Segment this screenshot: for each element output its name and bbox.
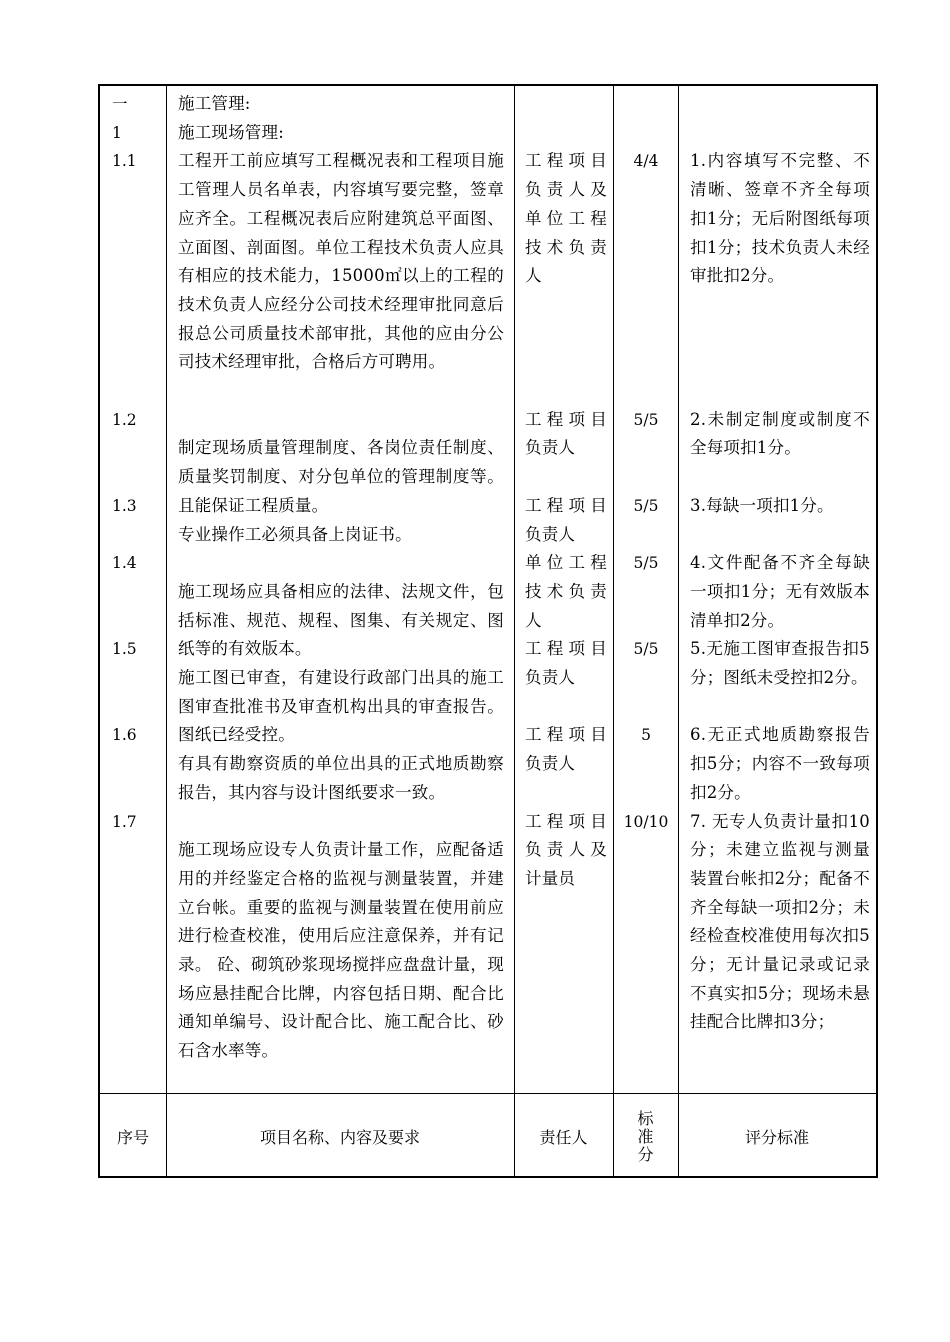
column-divider [613,86,614,1176]
responsible-person: 工程项目负责人及单位工程技术负责人 [525,151,607,286]
column-divider [678,86,679,1176]
score-table [98,84,878,1178]
header-seq: 序号 [116,1128,149,1147]
scoring-criteria: 4.文件配备不齐全每缺一项扣1分；无有效版本清单扣2分。 [690,553,870,630]
standard-score: 4/4 [633,152,659,171]
item-number: 1.4 [112,554,137,573]
header-standard-score: 标准分 [637,1108,654,1164]
responsible-person: 工程项目负责人 [525,725,607,774]
item-number: 1.5 [112,640,137,659]
standard-score: 5/5 [633,554,659,573]
responsible-person: 工程项目负责人 [525,495,607,544]
standard-score: 10/10 [623,812,669,831]
item-number: 1.3 [112,496,137,515]
section-title: 施工管理: [178,94,251,113]
column-divider [514,86,515,1176]
item-content: 施工图已审查，有建设行政部门出具的施工图审查批准书及审查机构出具的审查报告。图纸已经受控。 [178,668,504,745]
responsible-person: 工程项目负责人及计量员 [525,811,607,888]
scoring-criteria: 5.无施工图审查报告扣5分；图纸未受控扣2分。 [690,639,870,687]
subsection-title: 施工现场管理: [178,122,284,142]
standard-score: 5 [641,726,651,745]
responsible-person: 工程项目负责人 [525,639,607,687]
standard-score: 5/5 [633,640,659,659]
scoring-criteria: 2.未制定制度或制度不全每项扣1分。 [690,409,870,458]
item-content: 施工现场应设专人负责计量工作，应配备适用的并经鉴定合格的监视与测量装置，并建立台帐。重要的监视与测量装置在使用前应进行检查校准，使用后应注意保养，并有记录。 砼、砌筑砂浆现场搅拌应盘盘计量，现场应悬挂配合比牌，内容包括日期、配合比通知单编号、设计配合比、施工配合比、砂石含水率等。 [178,840,504,1061]
item-number: 1.7 [112,812,137,831]
header-responsible: 责任人 [539,1128,588,1147]
item-number: 1.6 [112,726,137,745]
header-item-name: 项目名称、内容及要求 [259,1128,420,1147]
scoring-criteria: 1.内容填写不完整、不清晰、签章不齐全每项扣1分；无后附图纸每项扣1分；技术负责人未经审批扣2分。 [690,151,870,286]
column-divider [166,86,167,1176]
item-content: 施工现场应具备相应的法律、法规文件，包括标准、规范、规程、图集、有关规定、图纸等的有效版本。 [178,581,504,659]
scoring-criteria: 7. 无专人负责计量扣10分；未建立监视与测量装置台帐扣2分；配备不齐全每缺一项扣2分；未经检查校准使用每次扣5分；无计量记录或记录不真实扣5分；现场未悬挂配合比牌扣3分； [690,811,870,1032]
item-content: 制定现场质量管理制度、各岗位责任制度、质量奖罚制度、对分包单位的管理制度等。且能保证工程质量。 [178,438,504,515]
header-criteria: 评分标准 [744,1128,809,1147]
standard-score: 5/5 [633,496,659,515]
item-content: 专业操作工必须具备上岗证书。 [178,524,412,544]
item-number: 1.1 [112,152,137,171]
scoring-criteria: 3.每缺一项扣1分。 [690,495,834,515]
section-number: 一 [112,95,128,113]
header-standard-score-cell [613,1095,678,1178]
subsection-number: 1 [112,123,122,142]
standard-score: 5/5 [633,410,659,429]
item-content: 工程开工前应填写工程概况表和工程项目施工管理人员名单表，内容填写要完整，签章应齐全。工程概况表后应附建筑总平面图、立面图、剖面图。单位工程技术负责人应具有相应的技术能力，15000㎡以上的工程的技术负责人应经分公司技术经理审批同意后报总公司质量技术部审批，其他的应由分公司技术经理审批，合格后方可聘用。 [178,151,504,372]
item-content: 有具有勘察资质的单位出具的正式地质勘察报告，其内容与设计图纸要求一致。 [178,754,504,802]
responsible-person: 工程项目负责人 [525,409,607,458]
scoring-criteria: 6.无正式地质勘察报告扣5分；内容不一致每项扣2分。 [690,725,870,802]
responsible-person: 单位工程技术负责人 [525,553,607,630]
item-number: 1.2 [112,410,137,429]
header-divider [100,1093,876,1094]
